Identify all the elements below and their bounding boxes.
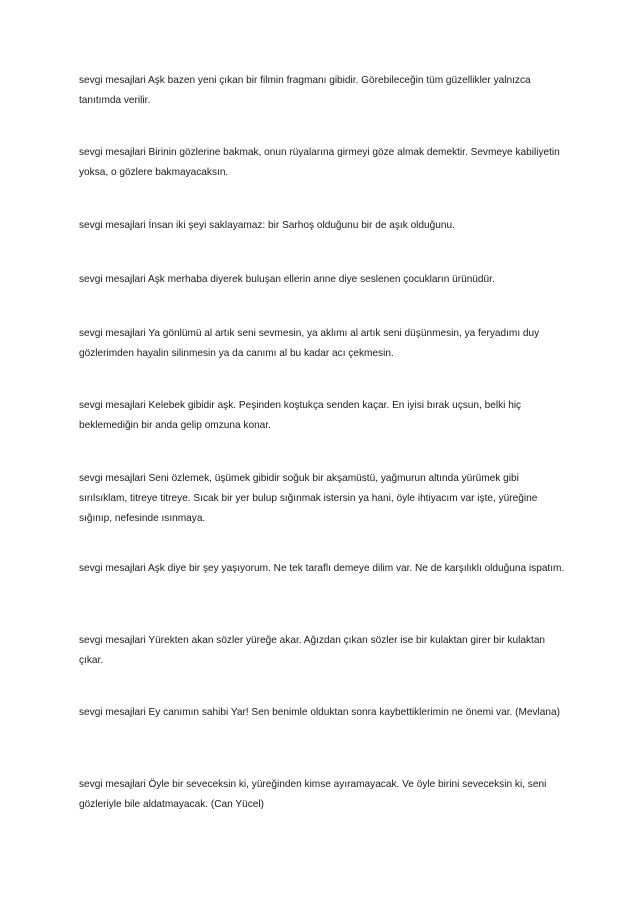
- paragraph-1: sevgi mesajlari Aşk bazen yeni çıkan bir filmin fragmanı gibidir. Görebileceğin tüm güzellikler yalnızca tanıtımda verilir.: [79, 75, 531, 106]
- paragraph-6: sevgi mesajlari Kelebek gibidir aşk. Peşinden koştukça senden kaçar. En iyisi bırak uçsun, belki hiç beklemediğin bir anda gelip omzuna konar.: [79, 400, 522, 431]
- paragraph-5: sevgi mesajlari Ya gönlümü al artık seni sevmesin, ya aklımı al artık seni düşünmesin, ya feryadımı duy gözlerimden hayalin silinmesin ya da canımı al bu kadar acı çekmesin.: [79, 328, 540, 359]
- paragraph-11: sevgi mesajlari Öyle bir seveceksin ki, yüreğinden kimse ayıramayacak. Ve öyle birini seveceksin ki, seni gözleriyle bile aldatmayacak. (Can Yücel): [79, 779, 547, 810]
- paragraph-10: sevgi mesajlari Ey canımın sahibi Yar! Sen benimle olduktan sonra kaybettiklerimin ne önemi var. (Mevlana): [79, 707, 560, 718]
- paragraph-4: sevgi mesajlari Aşk merhaba diyerek buluşan ellerin anne diye seslenen çocukların ürünüdür.: [79, 274, 495, 285]
- paragraph-8: sevgi mesajlari Aşk diye bir şey yaşıyorum. Ne tek taraflı demeye dilim var. Ne de karşılıklı olduğuna ispatım.: [79, 563, 565, 574]
- paragraph-7: sevgi mesajlari Seni özlemek, üşümek gibidir soğuk bir akşamüstü, yağmurun altında yürümek gibi sırılsıklam, titreye titreye. Sıcak bir yer bulup sığınmak istersin ya hani, öyle ihtiyacım var işte, yüreğine sığınıp, nefesinde ısınmaya.: [79, 473, 538, 524]
- paragraph-2: sevgi mesajlari Birinin gözlerine bakmak, onun rüyalarına girmeyi göze almak demektir. Sevmeye kabiliyetin yoksa, o gözlere bakmayacaksın.: [79, 147, 560, 178]
- paragraph-3: sevgi mesajlari İnsan iki şeyi saklayamaz: bir Sarhoş olduğunu bir de aşık olduğunu.: [79, 220, 455, 231]
- paragraph-9: sevgi mesajlari Yürekten akan sözler yüreğe akar. Ağızdan çıkan sözler ise bir kulaktan girer bir kulaktan çıkar.: [79, 635, 546, 666]
